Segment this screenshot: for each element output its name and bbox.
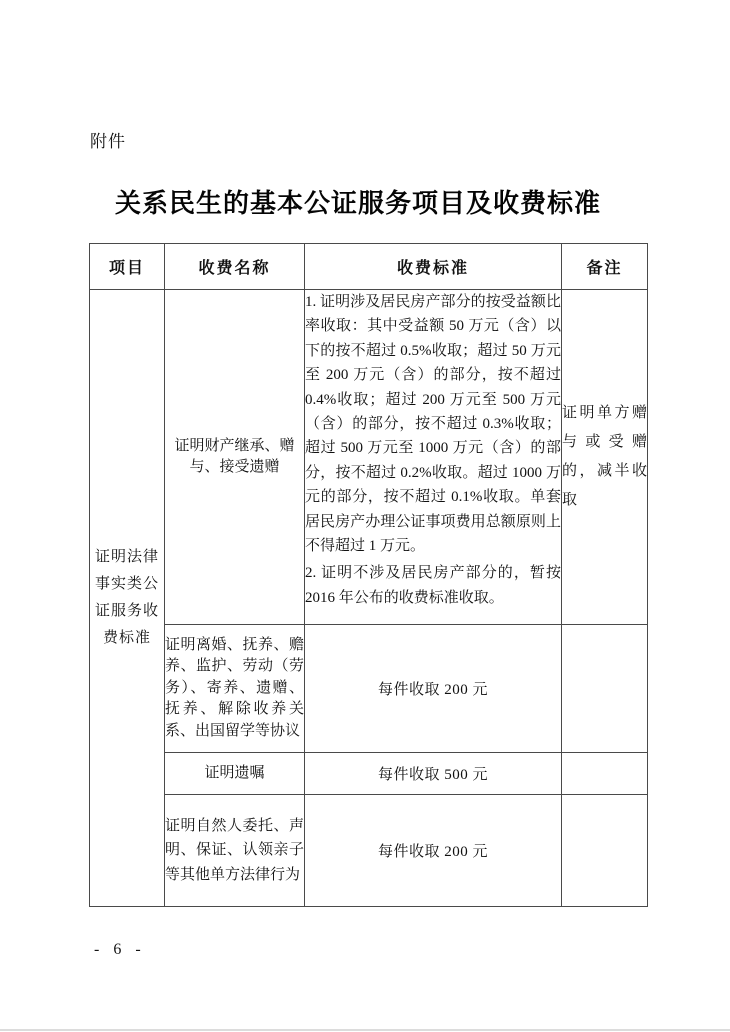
header-fee-standard: 收费标准 <box>305 244 562 290</box>
fee-name-cell: 证明自然人委托、声明、保证、认领亲子等其他单方法律行为 <box>165 795 305 907</box>
attachment-label: 附件 <box>90 132 126 151</box>
header-fee-name: 收费名称 <box>165 244 305 290</box>
fee-standard-cell: 每件收取 500 元 <box>305 753 562 795</box>
table-row-inheritance <box>90 290 648 625</box>
table-header-row <box>90 244 648 290</box>
page-title: 关系民生的基本公证服务项目及收费标准 <box>114 189 601 218</box>
fee-name-cell: 证明财产继承、赠与、接受遗赠 <box>165 290 305 625</box>
fee-standard-paragraph-2: 2. 证明不涉及居民房产部分的，暂按 2016 年公布的收费标准收取。 <box>305 565 561 606</box>
header-project: 项目 <box>90 244 165 290</box>
table-row-will <box>90 753 648 795</box>
fee-standard-cell <box>305 290 562 625</box>
fee-table <box>89 243 648 907</box>
page-number: - 6 - <box>94 941 146 958</box>
remark-cell <box>562 753 648 795</box>
page-bottom-divider <box>0 1029 730 1031</box>
fee-name-cell: 证明遗嘱 <box>165 753 305 795</box>
fee-standard-cell: 每件收取 200 元 <box>305 625 562 753</box>
remark-cell: 证明单方赠与或受赠的，减半收取 <box>562 290 648 625</box>
remark-cell <box>562 625 648 753</box>
fee-standard-paragraph-1: 1. 证明涉及居民房产部分的按受益额比率收取：其中受益额 50 万元（含）以下的按不超过 0.5%收取；超过 50 万元至 200 万元（含）的部分，按不超过 0.4%收取；超过 200 万元至 500 万元（含）的部分，按不超过 0.3%收取；超过 500 万元至 1000 万元（含）的部分，按不超过 0.2%收取。超过 1000 万元的部分，按不超过 0.1%收取。单套居民房产办理公证事项费用总额原则上不得超过 1 万元。 <box>305 294 561 555</box>
fee-name-cell: 证明离婚、抚养、赡养、监护、劳动（劳务）、寄养、遗赠、抚养、解除收养关系、出国留学等协议 <box>165 625 305 753</box>
project-category-cell: 证明法律事实类公证服务收费标准 <box>90 290 165 907</box>
header-remark: 备注 <box>562 244 648 290</box>
fee-standard-cell: 每件收取 200 元 <box>305 795 562 907</box>
table-row-unilateral-acts <box>90 795 648 907</box>
remark-cell <box>562 795 648 907</box>
table-row-agreements <box>90 625 648 753</box>
